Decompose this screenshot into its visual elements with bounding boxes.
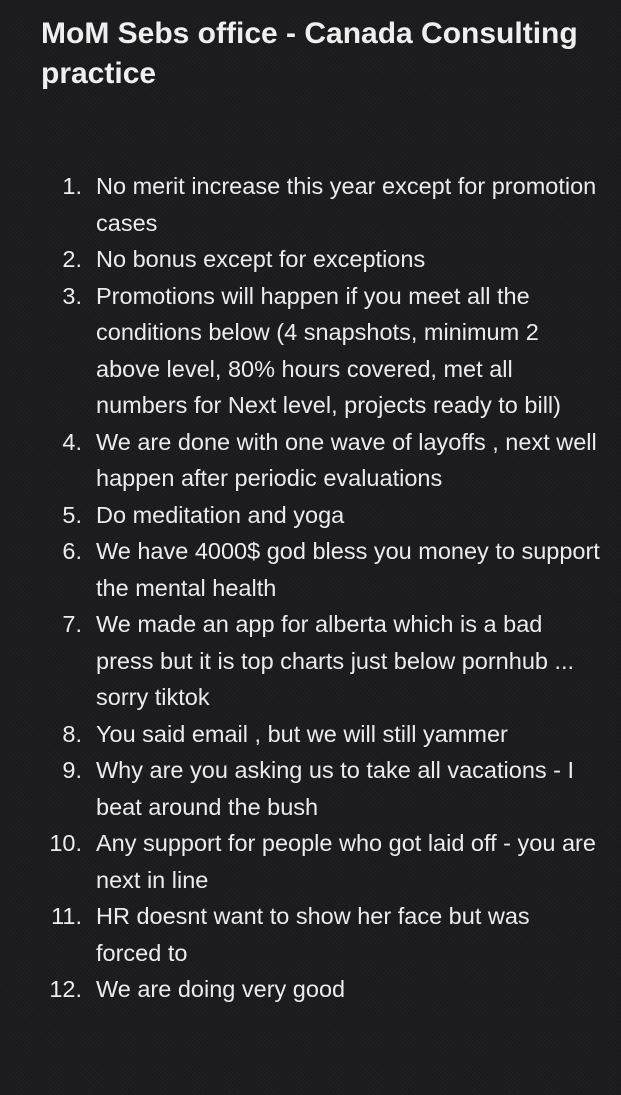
list-item-text[interactable]: We made an app for alberta which is a bad press but it is top charts just below pornhub ... sorry tiktok	[96, 611, 575, 710]
list-item-text[interactable]: You said email , but we will still yammer	[96, 720, 508, 747]
list-item-number: 3.	[62, 282, 82, 309]
list-item-number: 6.	[62, 538, 82, 564]
list-item[interactable]	[0, 752, 621, 825]
list-item-number: 5.	[62, 501, 82, 528]
list-item[interactable]	[0, 971, 621, 1008]
list-item-number: 2.	[62, 246, 82, 272]
list-item-text[interactable]: We are done with one wave of layoffs , next well happen after periodic evaluations	[96, 428, 597, 491]
list-item-number: 11.	[51, 903, 82, 929]
list-item-text[interactable]: No bonus except for exceptions	[96, 246, 426, 272]
list-item-number: 8.	[62, 720, 82, 747]
list-item[interactable]	[0, 241, 621, 278]
list-item[interactable]	[0, 533, 621, 606]
note-title[interactable]: MoM Sebs office - Canada Consulting practice	[41, 17, 578, 90]
list-item[interactable]	[0, 898, 621, 971]
numbered-list	[0, 168, 621, 1008]
list-item-text[interactable]: HR doesnt want to show her face but was forced to	[96, 903, 530, 966]
list-item[interactable]	[0, 716, 621, 753]
list-item-text[interactable]: Why are you asking us to take all vacations - I beat around the bush	[96, 757, 575, 820]
list-item[interactable]	[0, 606, 621, 716]
list-item-text[interactable]: We have 4000$ god bless you money to support the mental health	[96, 538, 600, 601]
list-item-number: 12.	[49, 976, 82, 1002]
list-item-number: 10.	[49, 830, 82, 856]
list-item-text[interactable]: We are doing very good	[96, 976, 346, 1002]
list-item[interactable]	[0, 497, 621, 534]
list-item[interactable]	[0, 424, 621, 497]
list-item[interactable]	[0, 168, 621, 241]
list-item-number: 7.	[62, 611, 82, 637]
list-item-number: 1.	[62, 173, 82, 199]
list-item-text[interactable]: Promotions will happen if you meet all the conditions below (4 snapshots, minimum 2 above level, 80% hours covered, met all numbers for Next level, projects ready to bill)	[96, 282, 561, 418]
list-item-text[interactable]: No merit increase this year except for promotion cases	[96, 173, 597, 236]
list-item-number: 4.	[62, 428, 82, 455]
list-item-text[interactable]: Do meditation and yoga	[96, 501, 345, 528]
list-item[interactable]	[0, 825, 621, 898]
list-item-number: 9.	[62, 757, 82, 783]
list-item-text[interactable]: Any support for people who got laid off - you are next in line	[96, 830, 596, 893]
list-item[interactable]	[0, 278, 621, 424]
